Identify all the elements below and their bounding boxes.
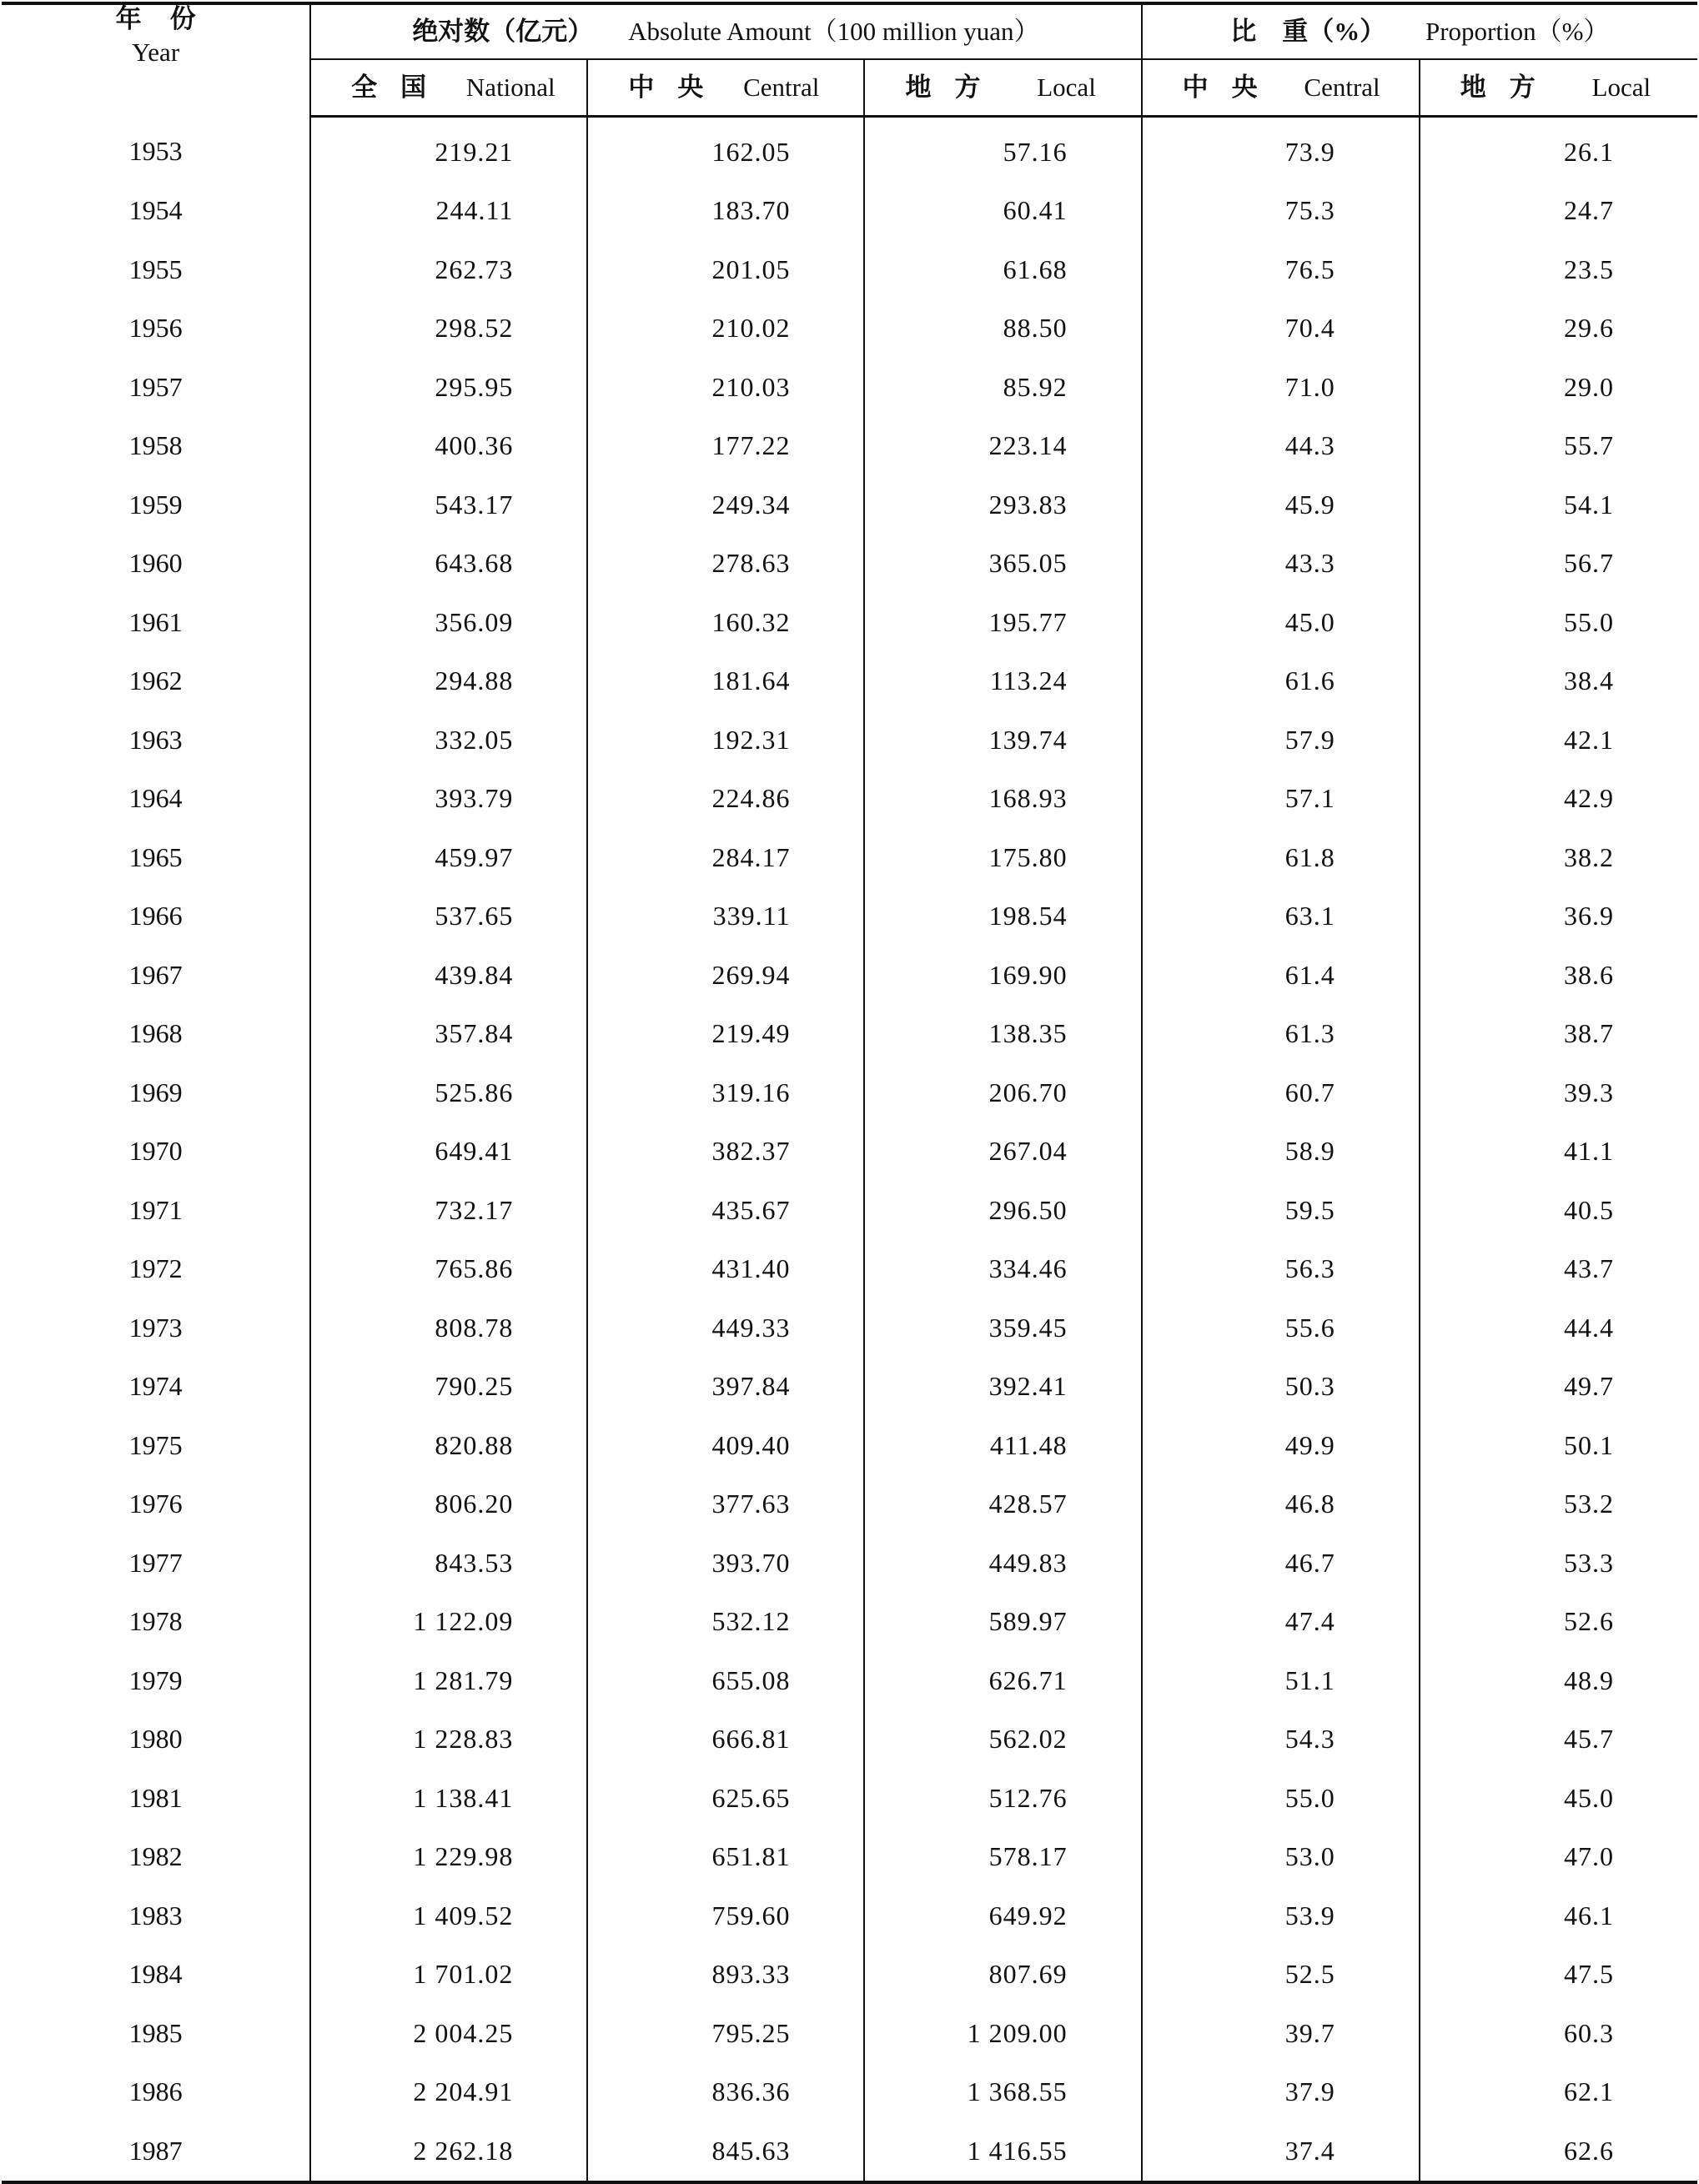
national-cell: 1 409.52 — [310, 1886, 587, 1946]
year-cell: 1967 — [2, 946, 310, 1005]
local-cell: 195.77 — [864, 593, 1141, 652]
central-cell: 177.22 — [587, 417, 864, 476]
national-cell: 649.41 — [310, 1122, 587, 1182]
proportion-central-cell: 63.1 — [1142, 887, 1420, 946]
national-cell: 356.09 — [310, 593, 587, 652]
national-cell: 439.84 — [310, 946, 587, 1005]
local-cell: 85.92 — [864, 358, 1141, 417]
table-row — [2, 1593, 1697, 1652]
proportion-central-cell: 73.9 — [1142, 117, 1420, 182]
year-cell: 1971 — [2, 1181, 310, 1240]
national-cell: 820.88 — [310, 1416, 587, 1475]
central-cell: 160.32 — [587, 593, 864, 652]
proportion-local-cell: 36.9 — [1564, 901, 1614, 931]
table-row — [2, 1651, 1697, 1710]
table-row — [2, 1769, 1697, 1828]
proportion-central-cell: 60.7 — [1142, 1063, 1420, 1122]
statistics-table — [2, 2, 1697, 2184]
national-cell: 732.17 — [310, 1181, 587, 1240]
proportion-local-cell: 38.4 — [1564, 665, 1614, 696]
proportion-local-cell: 38.7 — [1564, 1018, 1614, 1049]
year-cell: 1981 — [2, 1769, 310, 1828]
year-cell: 1969 — [2, 1063, 310, 1122]
national-cell: 806.20 — [310, 1475, 587, 1534]
proportion-central-cell: 56.3 — [1142, 1240, 1420, 1299]
year-cell: 1961 — [2, 593, 310, 652]
proportion-local-cell: 45.7 — [1564, 1724, 1614, 1755]
proportion-central-cell: 37.4 — [1142, 2121, 1420, 2182]
proportion-local-cell: 55.7 — [1564, 430, 1614, 461]
table-row — [2, 1828, 1697, 1887]
local-cell: 113.24 — [864, 652, 1141, 711]
local-cell: 365.05 — [864, 535, 1141, 594]
central-cell: 224.86 — [587, 770, 864, 829]
proportion-central-cell: 47.4 — [1142, 1593, 1420, 1652]
year-cell: 1953 — [2, 117, 310, 182]
proportion-central-column-header-en: Central — [1304, 72, 1380, 102]
table-row — [2, 1122, 1697, 1182]
table-row — [2, 240, 1697, 299]
local-cell: 589.97 — [864, 1593, 1141, 1652]
table-row — [2, 1416, 1697, 1475]
national-cell: 1 228.83 — [310, 1710, 587, 1770]
proportion-central-cell: 52.5 — [1142, 1946, 1420, 2005]
proportion-local-cell: 43.7 — [1564, 1253, 1614, 1284]
table-row — [2, 2063, 1697, 2122]
year-cell: 1962 — [2, 652, 310, 711]
local-cell: 359.45 — [864, 1298, 1141, 1358]
local-cell: 334.46 — [864, 1240, 1141, 1299]
table-row — [2, 652, 1697, 711]
proportion-central-cell: 54.3 — [1142, 1710, 1420, 1770]
table-row — [2, 1946, 1697, 2005]
year-cell: 1976 — [2, 1475, 310, 1534]
year-cell: 1983 — [2, 1886, 310, 1946]
central-column-header — [587, 59, 864, 117]
table-row — [2, 1358, 1697, 1417]
central-cell: 377.63 — [587, 1475, 864, 1534]
year-cell: 1956 — [2, 299, 310, 359]
table-row — [2, 182, 1697, 241]
year-cell: 1986 — [2, 2063, 310, 2122]
local-cell: 61.68 — [864, 240, 1141, 299]
proportion-central-cell: 51.1 — [1142, 1651, 1420, 1710]
central-cell: 192.31 — [587, 710, 864, 770]
local-column-header-zh: 地方 — [905, 72, 1004, 102]
central-cell: 219.49 — [587, 1005, 864, 1064]
local-cell: 138.35 — [864, 1005, 1141, 1064]
local-cell: 1 368.55 — [864, 2063, 1141, 2122]
table-body — [2, 117, 1697, 2182]
proportion-local-cell: 38.6 — [1564, 959, 1614, 990]
national-cell: 244.11 — [310, 182, 587, 241]
proportion-local-cell: 45.0 — [1564, 1782, 1614, 1813]
proportion-central-cell: 76.5 — [1142, 240, 1420, 299]
central-cell: 284.17 — [587, 828, 864, 887]
local-cell: 1 416.55 — [864, 2121, 1141, 2182]
national-cell: 459.97 — [310, 828, 587, 887]
proportion-local-cell: 39.3 — [1564, 1077, 1614, 1107]
table-row — [2, 417, 1697, 476]
national-column-header — [310, 59, 587, 117]
local-cell: 562.02 — [864, 1710, 1141, 1770]
central-cell: 795.25 — [587, 2004, 864, 2063]
central-cell: 278.63 — [587, 535, 864, 594]
national-cell: 357.84 — [310, 1005, 587, 1064]
central-cell: 269.94 — [587, 946, 864, 1005]
central-cell: 532.12 — [587, 1593, 864, 1652]
national-cell: 537.65 — [310, 887, 587, 946]
year-header — [2, 3, 310, 117]
table-row — [2, 535, 1697, 594]
proportion-local-cell: 23.5 — [1564, 254, 1614, 284]
central-cell: 397.84 — [587, 1358, 864, 1417]
proportion-central-cell: 45.0 — [1142, 593, 1420, 652]
local-cell: 139.74 — [864, 710, 1141, 770]
proportion-local-cell: 42.1 — [1564, 724, 1614, 755]
table-row — [2, 1475, 1697, 1534]
proportion-local-cell: 41.1 — [1564, 1136, 1614, 1167]
proportion-central-cell: 50.3 — [1142, 1358, 1420, 1417]
proportion-local-column-header-zh: 地方 — [1460, 72, 1559, 102]
year-cell: 1973 — [2, 1298, 310, 1358]
proportion-central-cell: 75.3 — [1142, 182, 1420, 241]
local-cell: 88.50 — [864, 299, 1141, 359]
local-cell: 57.16 — [864, 117, 1141, 182]
local-column-header-en: Local — [1037, 72, 1096, 102]
year-cell: 1965 — [2, 828, 310, 887]
central-cell: 249.34 — [587, 475, 864, 535]
table-row — [2, 299, 1697, 359]
local-cell: 198.54 — [864, 887, 1141, 946]
year-cell: 1960 — [2, 535, 310, 594]
proportion-local-cell: 62.6 — [1420, 2121, 1697, 2182]
central-cell: 435.67 — [587, 1181, 864, 1240]
table-row — [2, 828, 1697, 887]
year-cell: 1970 — [2, 1122, 310, 1182]
national-cell: 2 262.18 — [310, 2121, 587, 2182]
national-cell: 298.52 — [310, 299, 587, 359]
central-cell: 409.40 — [587, 1416, 864, 1475]
year-cell: 1957 — [2, 358, 310, 417]
proportion-local-cell: 47.5 — [1564, 1959, 1614, 1990]
proportion-local-cell: 53.3 — [1564, 1547, 1614, 1578]
proportion-central-cell: 46.8 — [1142, 1475, 1420, 1534]
proportion-central-cell: 57.1 — [1142, 770, 1420, 829]
absolute-amount-header-zh: 绝对数（亿元） — [412, 16, 594, 46]
central-cell: 339.11 — [587, 887, 864, 946]
proportion-central-cell: 61.3 — [1142, 1005, 1420, 1064]
local-cell: 512.76 — [864, 1769, 1141, 1828]
proportion-local-cell: 29.0 — [1564, 371, 1614, 402]
national-cell: 808.78 — [310, 1298, 587, 1358]
proportion-central-cell: 57.9 — [1142, 710, 1420, 770]
local-cell: 60.41 — [864, 182, 1141, 241]
national-cell: 295.95 — [310, 358, 587, 417]
proportion-central-cell: 45.9 — [1142, 475, 1420, 535]
table-row — [2, 1710, 1697, 1770]
national-column-header-en: National — [465, 72, 555, 102]
local-cell: 578.17 — [864, 1828, 1141, 1887]
year-cell: 1972 — [2, 1240, 310, 1299]
central-cell: 319.16 — [587, 1063, 864, 1122]
central-cell: 625.65 — [587, 1769, 864, 1828]
year-header-zh: 年份 — [115, 4, 224, 33]
local-cell: 168.93 — [864, 770, 1141, 829]
proportion-central-cell: 49.9 — [1142, 1416, 1420, 1475]
proportion-local-cell: 50.1 — [1564, 1429, 1614, 1460]
national-cell: 393.79 — [310, 770, 587, 829]
absolute-amount-header — [310, 3, 1141, 59]
proportion-local-cell: 24.7 — [1564, 195, 1614, 226]
central-cell: 393.70 — [587, 1534, 864, 1593]
local-cell: 411.48 — [864, 1416, 1141, 1475]
proportion-central-cell: 61.4 — [1142, 946, 1420, 1005]
proportion-local-cell: 60.3 — [1564, 2017, 1614, 2048]
national-cell: 294.88 — [310, 652, 587, 711]
proportion-local-cell: 54.1 — [1564, 489, 1614, 520]
table-row — [2, 1063, 1697, 1122]
national-cell: 525.86 — [310, 1063, 587, 1122]
proportion-header — [1142, 3, 1697, 59]
proportion-central-cell: 55.6 — [1142, 1298, 1420, 1358]
table-row — [2, 1886, 1697, 1946]
proportion-local-cell: 42.9 — [1564, 783, 1614, 814]
year-cell: 1968 — [2, 1005, 310, 1064]
national-cell: 1 138.41 — [310, 1769, 587, 1828]
proportion-header-en: Proportion（%） — [1425, 16, 1610, 46]
national-cell: 843.53 — [310, 1534, 587, 1593]
local-cell: 175.80 — [864, 828, 1141, 887]
national-cell: 1 701.02 — [310, 1946, 587, 2005]
table-row — [2, 2121, 1697, 2182]
national-cell: 2 204.91 — [310, 2063, 587, 2122]
central-cell: 181.64 — [587, 652, 864, 711]
proportion-central-cell: 53.0 — [1142, 1828, 1420, 1887]
proportion-central-cell: 61.8 — [1142, 828, 1420, 887]
local-cell: 807.69 — [864, 1946, 1141, 2005]
year-cell: 1978 — [2, 1593, 310, 1652]
table-row — [2, 2004, 1697, 2063]
year-cell: 1985 — [2, 2004, 310, 2063]
proportion-local-cell: 47.0 — [1564, 1841, 1614, 1872]
central-column-header-zh: 中央 — [628, 72, 727, 102]
central-cell: 651.81 — [587, 1828, 864, 1887]
central-cell: 210.02 — [587, 299, 864, 359]
proportion-local-column-header-en: Local — [1591, 72, 1651, 102]
central-cell: 836.36 — [587, 2063, 864, 2122]
year-header-en: Year — [132, 38, 180, 68]
central-cell: 449.33 — [587, 1298, 864, 1358]
proportion-central-column-header-zh: 中央 — [1182, 72, 1281, 102]
table-row — [2, 1298, 1697, 1358]
local-cell: 293.83 — [864, 475, 1141, 535]
proportion-local-cell: 46.1 — [1564, 1900, 1614, 1930]
table-row — [2, 117, 1697, 182]
proportion-local-cell: 44.4 — [1564, 1312, 1614, 1343]
central-column-header-en: Central — [743, 72, 820, 102]
table-row — [2, 770, 1697, 829]
year-cell: 1982 — [2, 1828, 310, 1887]
table-header — [2, 3, 1697, 117]
local-cell: 1 209.00 — [864, 2004, 1141, 2063]
national-cell: 1 281.79 — [310, 1651, 587, 1710]
year-cell: 1964 — [2, 770, 310, 829]
year-cell: 1980 — [2, 1710, 310, 1770]
year-cell: 1954 — [2, 182, 310, 241]
year-cell: 1974 — [2, 1358, 310, 1417]
year-cell: 1977 — [2, 1534, 310, 1593]
year-cell: 1963 — [2, 710, 310, 770]
table-row — [2, 946, 1697, 1005]
proportion-central-cell: 44.3 — [1142, 417, 1420, 476]
table-row — [2, 1181, 1697, 1240]
national-cell: 400.36 — [310, 417, 587, 476]
proportion-central-cell: 37.9 — [1142, 2063, 1420, 2122]
national-cell: 332.05 — [310, 710, 587, 770]
table-row — [2, 593, 1697, 652]
proportion-central-cell: 53.9 — [1142, 1886, 1420, 1946]
absolute-amount-header-en: Absolute Amount（100 million yuan） — [628, 16, 1040, 46]
proportion-local-column-header — [1420, 59, 1697, 117]
local-cell: 169.90 — [864, 946, 1141, 1005]
national-cell: 262.73 — [310, 240, 587, 299]
national-cell: 1 122.09 — [310, 1593, 587, 1652]
table-row — [2, 710, 1697, 770]
national-cell: 219.21 — [310, 117, 587, 182]
proportion-central-column-header — [1142, 59, 1420, 117]
central-cell: 210.03 — [587, 358, 864, 417]
table-row — [2, 475, 1697, 535]
proportion-local-cell: 53.2 — [1564, 1489, 1614, 1519]
proportion-central-cell: 70.4 — [1142, 299, 1420, 359]
central-cell: 845.63 — [587, 2121, 864, 2182]
year-cell: 1987 — [2, 2121, 310, 2182]
local-cell: 267.04 — [864, 1122, 1141, 1182]
table-row — [2, 1240, 1697, 1299]
proportion-central-cell: 39.7 — [1142, 2004, 1420, 2063]
proportion-local-cell: 29.6 — [1564, 313, 1614, 344]
national-cell: 543.17 — [310, 475, 587, 535]
proportion-local-cell: 52.6 — [1564, 1606, 1614, 1637]
proportion-header-zh: 比 重（%） — [1230, 16, 1386, 46]
national-cell: 790.25 — [310, 1358, 587, 1417]
table-row — [2, 1005, 1697, 1064]
central-cell: 431.40 — [587, 1240, 864, 1299]
proportion-local-cell: 55.0 — [1564, 606, 1614, 637]
central-cell: 183.70 — [587, 182, 864, 241]
local-cell: 449.83 — [864, 1534, 1141, 1593]
proportion-local-cell: 48.9 — [1564, 1664, 1614, 1695]
proportion-central-cell: 46.7 — [1142, 1534, 1420, 1593]
proportion-local-cell: 49.7 — [1564, 1371, 1614, 1402]
proportion-local-cell: 38.2 — [1564, 841, 1614, 872]
proportion-local-cell: 56.7 — [1564, 548, 1614, 579]
central-cell: 666.81 — [587, 1710, 864, 1770]
local-cell: 626.71 — [864, 1651, 1141, 1710]
local-cell: 392.41 — [864, 1358, 1141, 1417]
central-cell: 893.33 — [587, 1946, 864, 2005]
national-cell: 1 229.98 — [310, 1828, 587, 1887]
year-cell: 1958 — [2, 417, 310, 476]
table-row — [2, 887, 1697, 946]
year-cell: 1955 — [2, 240, 310, 299]
local-cell: 206.70 — [864, 1063, 1141, 1122]
local-cell: 223.14 — [864, 417, 1141, 476]
central-cell: 759.60 — [587, 1886, 864, 1946]
local-cell: 649.92 — [864, 1886, 1141, 1946]
local-column-header — [864, 59, 1141, 117]
proportion-central-cell: 58.9 — [1142, 1122, 1420, 1182]
year-cell: 1959 — [2, 475, 310, 535]
proportion-local-cell: 26.1 — [1564, 136, 1614, 167]
central-cell: 201.05 — [587, 240, 864, 299]
central-cell: 162.05 — [587, 117, 864, 182]
year-cell: 1975 — [2, 1416, 310, 1475]
year-cell: 1979 — [2, 1651, 310, 1710]
proportion-central-cell: 55.0 — [1142, 1769, 1420, 1828]
proportion-central-cell: 61.6 — [1142, 652, 1420, 711]
national-cell: 2 004.25 — [310, 2004, 587, 2063]
year-cell: 1966 — [2, 887, 310, 946]
proportion-local-cell: 62.1 — [1564, 2076, 1614, 2107]
proportion-central-cell: 71.0 — [1142, 358, 1420, 417]
national-column-header-zh: 全国 — [351, 72, 450, 102]
proportion-central-cell: 59.5 — [1142, 1181, 1420, 1240]
table-row — [2, 1534, 1697, 1593]
central-cell: 655.08 — [587, 1651, 864, 1710]
local-cell: 296.50 — [864, 1181, 1141, 1240]
table-row — [2, 358, 1697, 417]
proportion-central-cell: 43.3 — [1142, 535, 1420, 594]
national-cell: 643.68 — [310, 535, 587, 594]
central-cell: 382.37 — [587, 1122, 864, 1182]
national-cell: 765.86 — [310, 1240, 587, 1299]
local-cell: 428.57 — [864, 1475, 1141, 1534]
year-cell: 1984 — [2, 1946, 310, 2005]
proportion-local-cell: 40.5 — [1564, 1194, 1614, 1225]
